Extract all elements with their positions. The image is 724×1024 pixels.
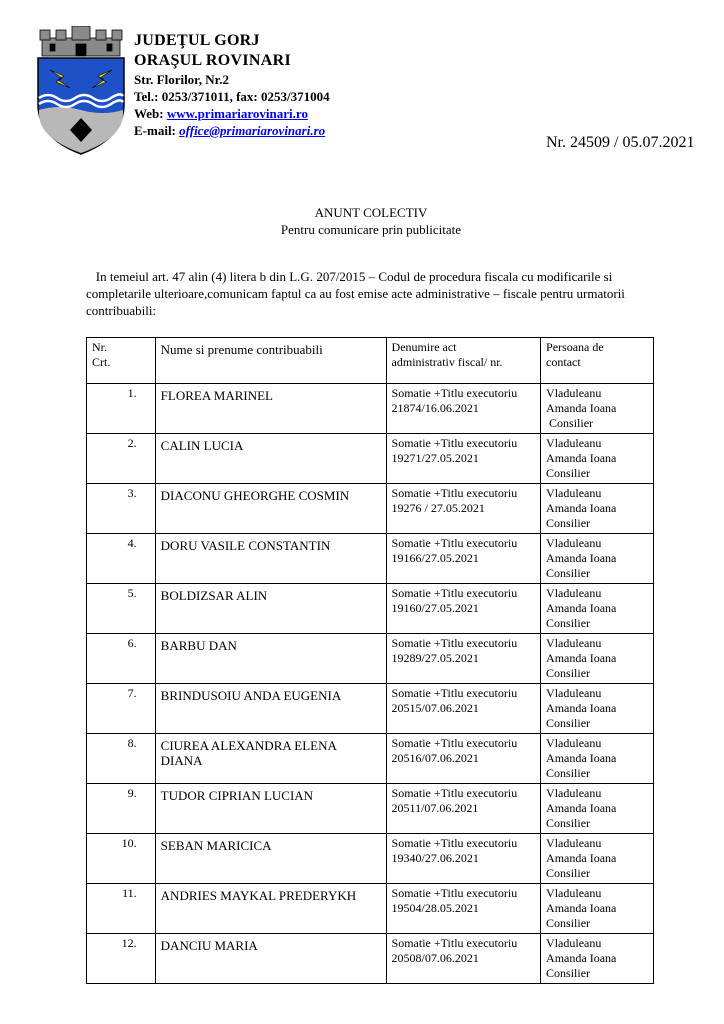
table-row (87, 734, 654, 784)
document-number: Nr. 24509 / 05.07.2021 (546, 134, 695, 151)
row-number: 2. (87, 434, 156, 484)
intro-paragraph (86, 268, 646, 319)
act-number: 19271/27.05.2021 (391, 451, 479, 465)
contact-given-name: Amanda Ioana (546, 701, 617, 715)
address: Str. Florilor, Nr.2 (134, 72, 229, 87)
act-type: Somatie +Titlu executoriu (391, 936, 518, 950)
taxpayer-name: DORU VASILE CONSTANTIN (155, 534, 386, 584)
act-cell (386, 534, 541, 584)
email-link[interactable]: office@primariarovinari.ro (179, 123, 326, 138)
table-row (87, 484, 654, 534)
act-type: Somatie +Titlu executoriu (391, 686, 518, 700)
web-label: Web: (134, 106, 167, 121)
act-number: 20516/07.06.2021 (391, 751, 479, 765)
contact-cell (541, 834, 654, 884)
act-number: 20515/07.06.2021 (391, 701, 479, 715)
act-type: Somatie +Titlu executoriu (391, 836, 518, 850)
taxpayer-name: BOLDIZSAR ALIN (155, 584, 386, 634)
act-cell (386, 634, 541, 684)
contact-surname: Vladuleanu (546, 786, 602, 800)
email-label: E-mail: (134, 123, 180, 138)
table-row (87, 784, 654, 834)
contact-role: Consilier (546, 466, 591, 480)
taxpayer-name: BRINDUSOIU ANDA EUGENIA (155, 684, 386, 734)
header-contact: Persoana de contact (541, 338, 654, 384)
row-number: 5. (87, 584, 156, 634)
taxpayer-name: FLOREA MARINEL (155, 384, 386, 434)
table-row (87, 934, 654, 984)
institution-header (134, 31, 330, 139)
contact-surname: Vladuleanu (546, 536, 602, 550)
contact-surname: Vladuleanu (546, 936, 602, 950)
act-number: 19340/27.06.2021 (391, 851, 479, 865)
contact-surname: Vladuleanu (546, 586, 602, 600)
contact-role: Consilier (546, 866, 591, 880)
contact-surname: Vladuleanu (546, 686, 602, 700)
taxpayer-name: SEBAN MARICICA (155, 834, 386, 884)
contact-cell (541, 484, 654, 534)
act-type: Somatie +Titlu executoriu (391, 586, 518, 600)
table-row (87, 884, 654, 934)
contact-given-name: Amanda Ioana (546, 801, 617, 815)
contact-role: Consilier (546, 716, 591, 730)
county-name: JUDEŢUL GORJ (134, 32, 260, 49)
table-row (87, 584, 654, 634)
table-row (87, 834, 654, 884)
table-row (87, 684, 654, 734)
coat-of-arms-logo (34, 26, 128, 156)
taxpayer-name: DANCIU MARIA (155, 934, 386, 984)
contact-surname: Vladuleanu (546, 486, 602, 500)
row-number: 11. (87, 884, 156, 934)
contact-role: Consilier (546, 766, 591, 780)
act-cell (386, 684, 541, 734)
table-row (87, 434, 654, 484)
act-number: 19276 / 27.05.2021 (391, 501, 485, 515)
act-type: Somatie +Titlu executoriu (391, 436, 518, 450)
contact-cell (541, 534, 654, 584)
taxpayer-name: DIACONU GHEORGHE COSMIN (155, 484, 386, 534)
row-number: 1. (87, 384, 156, 434)
contact-given-name: Amanda Ioana (546, 501, 617, 515)
contact-cell (541, 784, 654, 834)
web-link[interactable]: www.primariarovinari.ro (166, 106, 308, 121)
contact-given-name: Amanda Ioana (546, 901, 617, 915)
row-number: 7. (87, 684, 156, 734)
contact-surname: Vladuleanu (546, 636, 602, 650)
contact-given-name: Amanda Ioana (546, 451, 617, 465)
act-cell (386, 834, 541, 884)
title-line-2: Pentru comunicare prin publicitate (280, 222, 462, 237)
act-cell (386, 884, 541, 934)
act-cell (386, 484, 541, 534)
act-number: 19160/27.05.2021 (391, 601, 479, 615)
contact-role: Consilier (546, 566, 591, 580)
contact-surname: Vladuleanu (546, 886, 602, 900)
row-number: 8. (87, 734, 156, 784)
act-cell (386, 584, 541, 634)
act-number: 19289/27.05.2021 (391, 651, 479, 665)
act-type: Somatie +Titlu executoriu (391, 536, 518, 550)
contact-cell (541, 384, 654, 434)
act-type: Somatie +Titlu executoriu (391, 386, 518, 400)
act-type: Somatie +Titlu executoriu (391, 886, 518, 900)
contact-surname: Vladuleanu (546, 386, 602, 400)
contact-surname: Vladuleanu (546, 836, 602, 850)
phone-fax: Tel.: 0253/371011, fax: 0253/371004 (134, 89, 330, 104)
act-number: 21874/16.06.2021 (391, 401, 479, 415)
contact-role: Consilier (546, 966, 591, 980)
contact-cell (541, 884, 654, 934)
contact-given-name: Amanda Ioana (546, 401, 617, 415)
act-cell (386, 934, 541, 984)
contact-given-name: Amanda Ioana (546, 651, 617, 665)
contact-given-name: Amanda Ioana (546, 751, 617, 765)
row-number: 6. (87, 634, 156, 684)
mural-crown (40, 26, 122, 56)
row-number: 12. (87, 934, 156, 984)
contact-role: Consilier (546, 516, 591, 530)
act-cell (386, 734, 541, 784)
contact-role: Consilier (546, 666, 591, 680)
table-row (87, 634, 654, 684)
act-number: 20508/07.06.2021 (391, 951, 479, 965)
intro-text: In temeiul art. 47 alin (4) litera b din L.G. 207/2015 – Codul de procedura fiscala cu modificarile si completarile ulterioare,comunicam faptul ca au fost emise acte administrative – fiscale pentru urmatorii contribuabili: (86, 269, 625, 318)
act-number: 19504/28.05.2021 (391, 901, 479, 915)
row-number: 3. (87, 484, 156, 534)
header-nr: Nr. Crt. (87, 338, 156, 384)
taxpayer-name: CIUREA ALEXANDRA ELENA DIANA (155, 734, 386, 784)
act-type: Somatie +Titlu executoriu (391, 786, 518, 800)
contact-role: Consilier (546, 416, 594, 430)
header-name: Nume si prenume contribuabili (155, 338, 386, 384)
row-number: 10. (87, 834, 156, 884)
contact-cell (541, 734, 654, 784)
act-type: Somatie +Titlu executoriu (391, 636, 518, 650)
act-type: Somatie +Titlu executoriu (391, 736, 518, 750)
contact-cell (541, 584, 654, 634)
contact-given-name: Amanda Ioana (546, 601, 617, 615)
announcement-title (0, 204, 724, 238)
act-cell (386, 384, 541, 434)
contact-role: Consilier (546, 916, 591, 930)
act-cell (386, 434, 541, 484)
contact-surname: Vladuleanu (546, 436, 602, 450)
act-number: 19166/27.05.2021 (391, 551, 479, 565)
table-header-row (87, 338, 654, 384)
header-act: Denumire act administrativ fiscal/ nr. (386, 338, 541, 384)
contact-role: Consilier (546, 616, 591, 630)
email-line (134, 122, 330, 139)
taxpayer-name: CALIN LUCIA (155, 434, 386, 484)
contact-given-name: Amanda Ioana (546, 551, 617, 565)
taxpayer-name: ANDRIES MAYKAL PREDERYKH (155, 884, 386, 934)
act-number: 20511/07.06.2021 (391, 801, 479, 815)
contact-role: Consilier (546, 816, 591, 830)
taxpayer-name: TUDOR CIPRIAN LUCIAN (155, 784, 386, 834)
taxpayer-name: BARBU DAN (155, 634, 386, 684)
contact-given-name: Amanda Ioana (546, 851, 617, 865)
contact-surname: Vladuleanu (546, 736, 602, 750)
contact-cell (541, 434, 654, 484)
row-number: 9. (87, 784, 156, 834)
contact-given-name: Amanda Ioana (546, 951, 617, 965)
taxpayers-table (86, 337, 654, 984)
contact-cell (541, 684, 654, 734)
act-type: Somatie +Titlu executoriu (391, 486, 518, 500)
act-cell (386, 784, 541, 834)
table-row (87, 384, 654, 434)
table-row (87, 534, 654, 584)
contact-cell (541, 634, 654, 684)
title-line-1: ANUNT COLECTIV (314, 205, 428, 220)
row-number: 4. (87, 534, 156, 584)
web-line (134, 105, 330, 122)
contact-cell (541, 934, 654, 984)
town-name: ORAŞUL ROVINARI (134, 52, 291, 69)
